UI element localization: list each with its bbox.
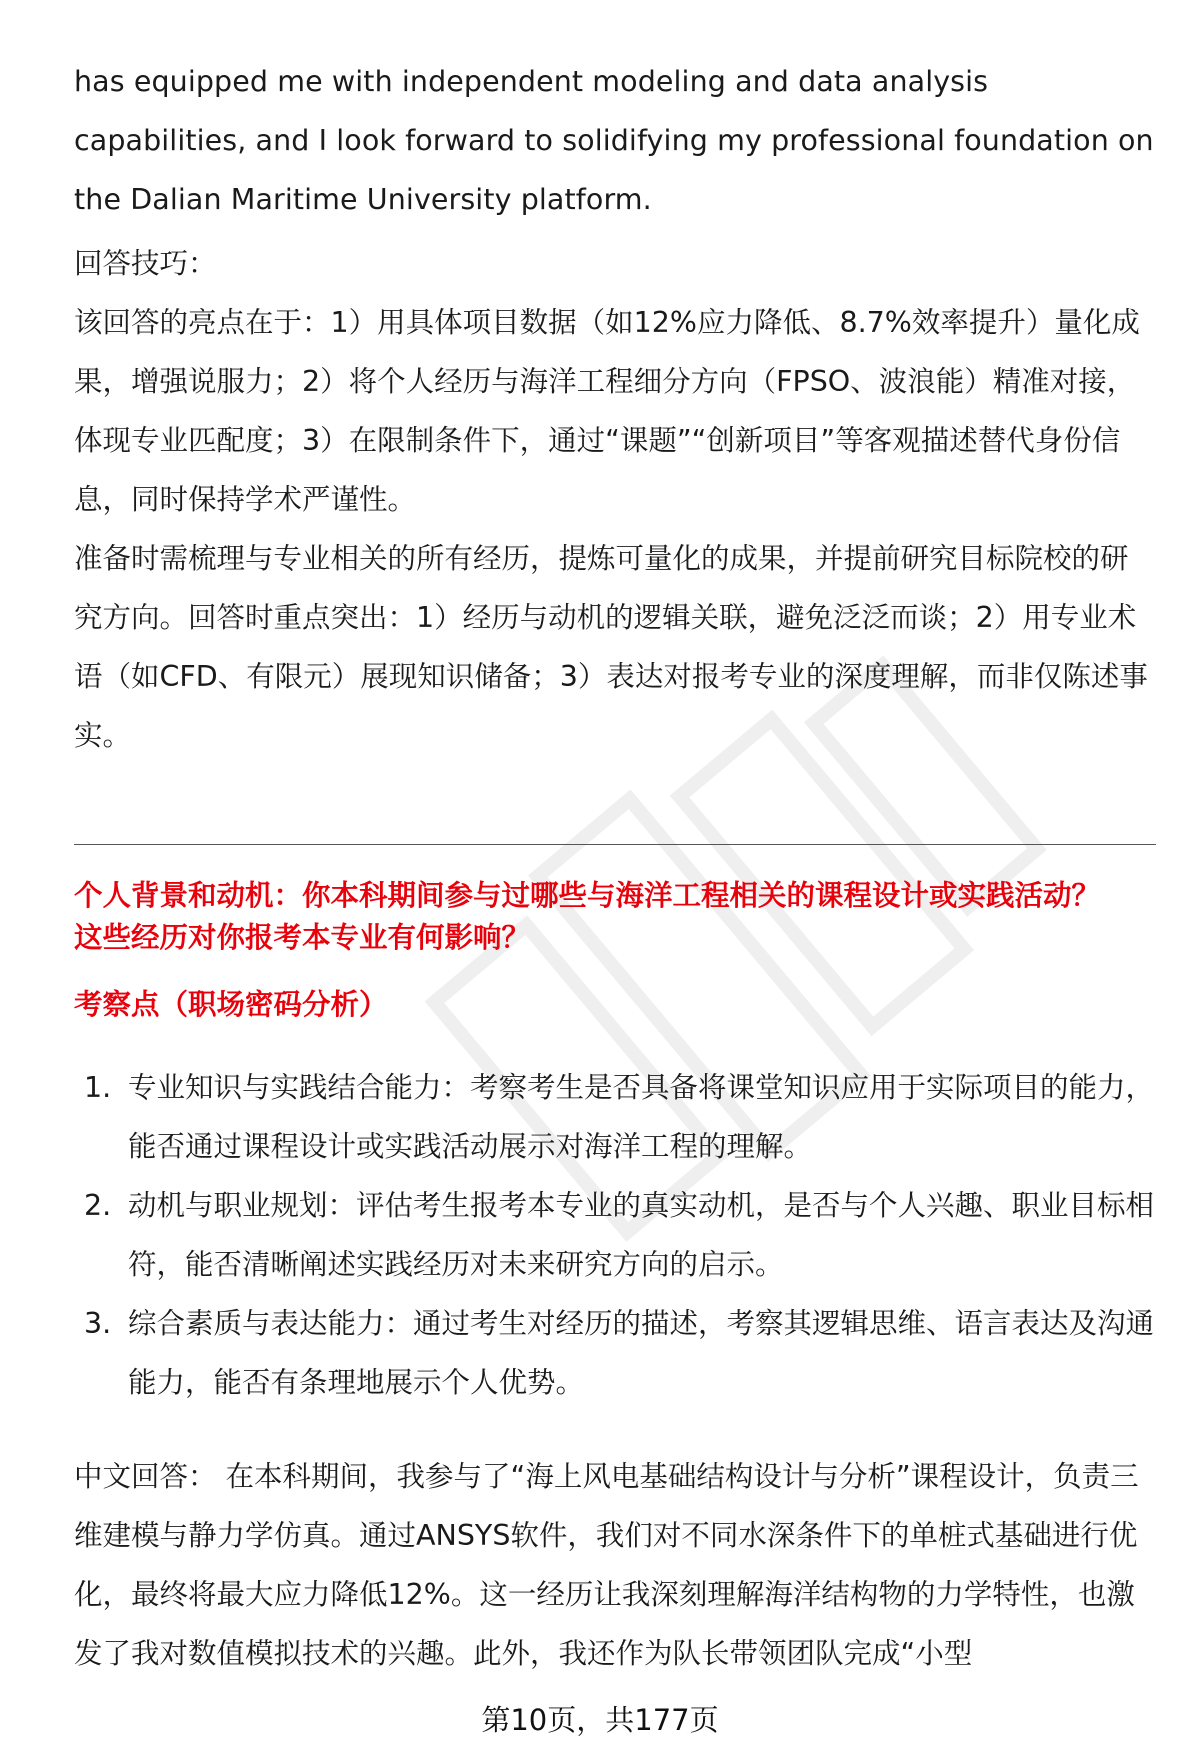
list-item — [74, 1058, 1164, 1176]
list-item — [74, 1176, 1164, 1294]
tips-paragraph-2: 准备时需梳理与专业相关的所有经历，提炼可量化的成果，并提前研究目标院校的研究方向。回答时重点突出：1）经历与动机的逻辑关联，避免泛泛而谈；2）用专业术语（如CFD、有限元）展现知识储备；3）表达对报考专业的深度理解，而非仅陈述事实。 — [74, 542, 1148, 752]
question-line-1: 个人背景和动机：你本科期间参与过哪些与海洋工程相关的课程设计或实践活动？ — [74, 879, 1101, 912]
tips-paragraph-1: 该回答的亮点在于：1）用具体项目数据（如12%应力降低、8.7%效率提升）量化成果，增强说服力；2）将个人经历与海洋工程细分方向（FPSO、波浪能）精准对接，体现专业匹配度；3）在限制条件下，通过“课题”“创新项目”等客观描述替代身份信息，同时保持学术严谨性。 — [74, 306, 1140, 516]
question-line-2: 这些经历对你报考本专业有何影响？ — [74, 921, 531, 954]
assessment-list — [74, 1058, 1164, 1412]
list-number: 2. — [84, 1189, 112, 1222]
page-footer: 第10页，共177页 — [481, 1703, 719, 1737]
list-item-text: 专业知识与实践结合能力：考察考生是否具备将课堂知识应用于实际项目的能力，能否通过课程设计或实践活动展示对海洋工程的理解。 — [128, 1071, 1155, 1163]
list-number: 3. — [84, 1307, 112, 1340]
list-item-text: 动机与职业规划：评估考生报考本专业的真实动机，是否与个人兴趣、职业目标相符，能否清晰阐述实践经历对未来研究方向的启示。 — [128, 1189, 1155, 1281]
list-item-text: 综合素质与表达能力：通过考生对经历的描述，考察其逻辑思维、语言表达及沟通能力，能否有条理地展示个人优势。 — [128, 1307, 1155, 1399]
chinese-answer-paragraph: 中文回答： 在本科期间，我参与了“海上风电基础结构设计与分析”课程设计，负责三维建模与静力学仿真。通过ANSYS软件，我们对不同水深条件下的单桩式基础进行优化，最终将最大应力降低12%。这一经历让我深刻理解海洋结构物的力学特性，也激发了我对数值模拟技术的兴趣。此外，我还作为队长带领团队完成“小型 — [74, 1460, 1139, 1670]
tips-heading: 回答技巧： — [74, 247, 217, 280]
assessment-heading: 考察点（职场密码分析） — [74, 988, 388, 1021]
list-item — [74, 1294, 1164, 1412]
list-number: 1. — [84, 1071, 112, 1104]
intro-paragraph: has equipped me with independent modeling and data analysis capabilities, and I look forward to solidifying my professional foundation on the Dalian Maritime University platform. — [74, 65, 1154, 216]
section-divider — [74, 844, 1156, 845]
